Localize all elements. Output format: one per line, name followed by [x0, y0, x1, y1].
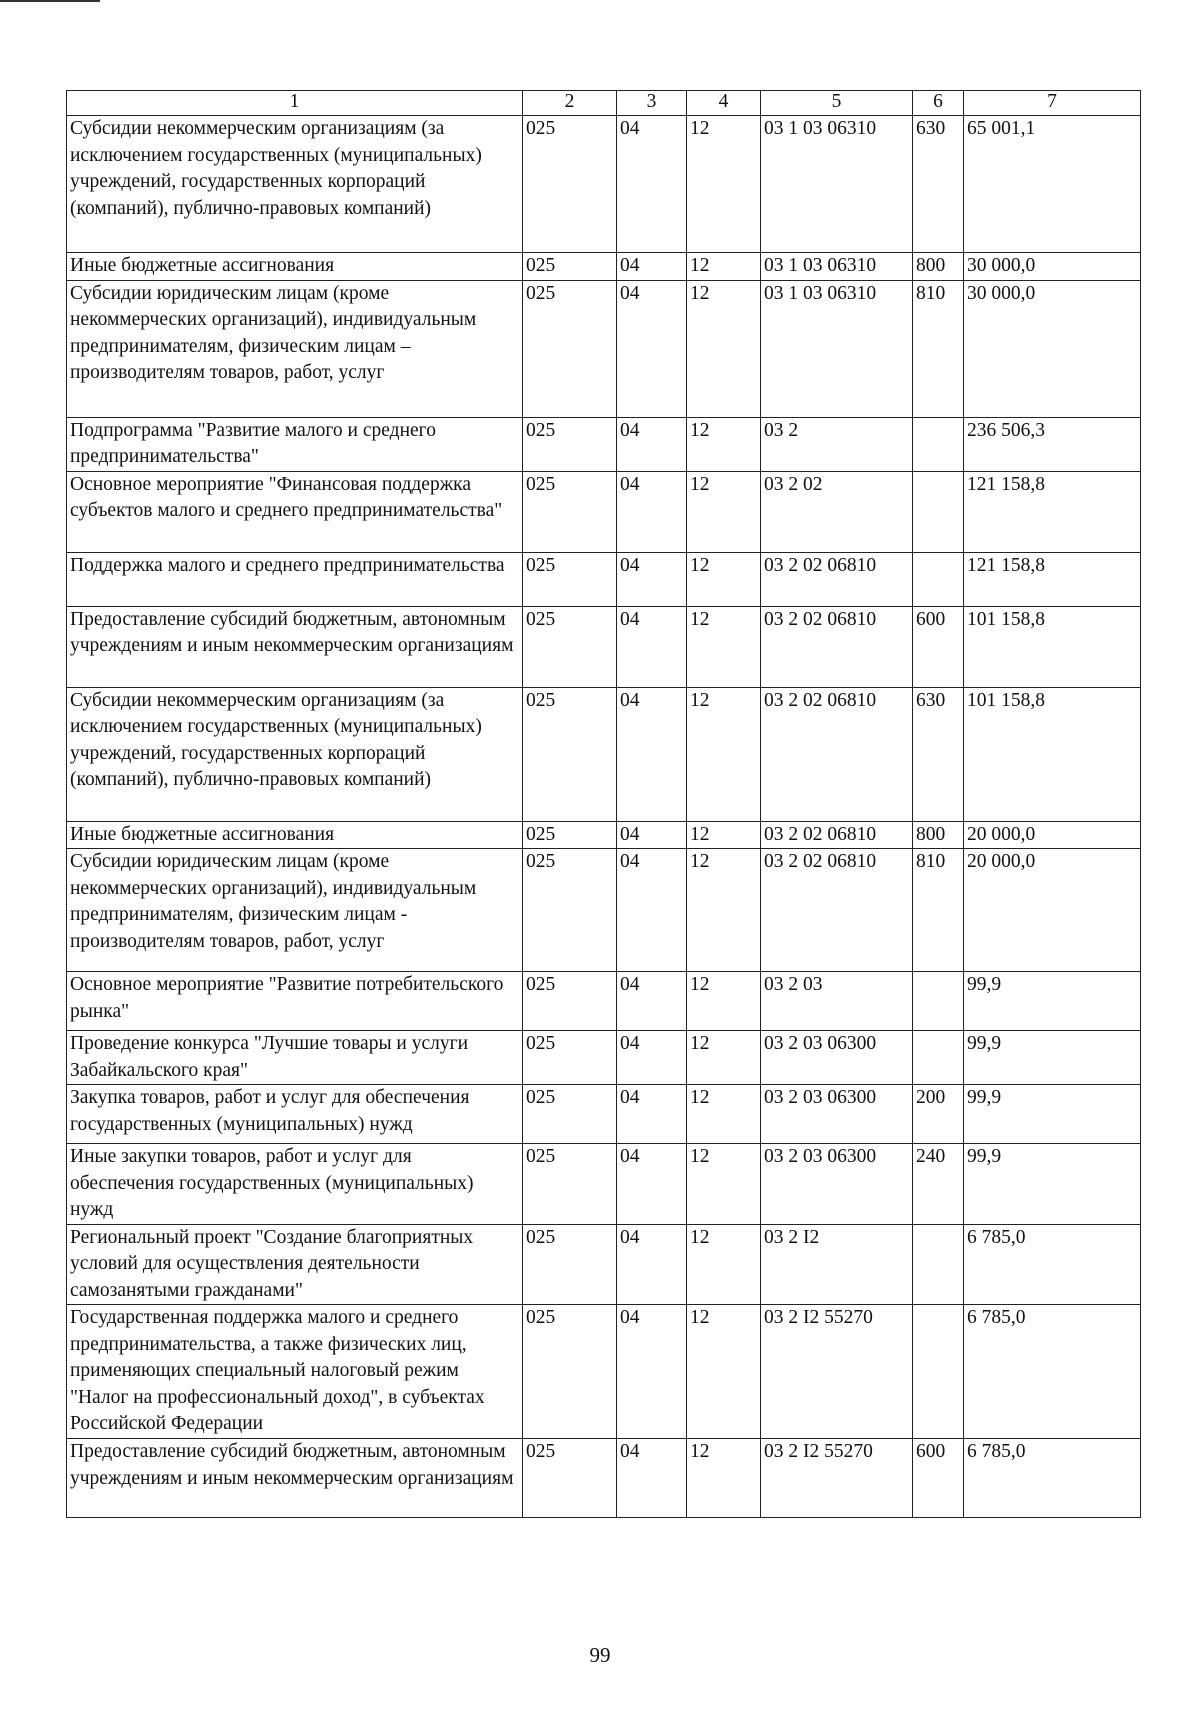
- row-code-4: 12: [687, 280, 761, 417]
- row-code-3: 04: [617, 552, 687, 606]
- row-description: Предоставление субсидий бюджетным, автономным учреждениям и иным некоммерческим организациям: [67, 1439, 523, 1518]
- row-code-5: 03 2 02 06810: [761, 821, 913, 849]
- row-amount: 6 785,0: [964, 1305, 1141, 1439]
- row-code-2: 025: [523, 471, 617, 552]
- row-description: Субсидии юридическим лицам (кроме некоммерческих организаций), индивидуальным предпринимателям, физическим лицам - производителям товаров, работ, услуг: [67, 849, 523, 972]
- row-code-5: 03 2 03 06300: [761, 1031, 913, 1085]
- header-col-1: 1: [67, 91, 523, 116]
- row-code-4: 12: [687, 1224, 761, 1305]
- row-code-5: 03 2 I2: [761, 1224, 913, 1305]
- row-code-3: 04: [617, 253, 687, 281]
- row-code-2: 025: [523, 1224, 617, 1305]
- row-amount: 99,9: [964, 1031, 1141, 1085]
- row-code-3: 04: [617, 1305, 687, 1439]
- row-description: Субсидии некоммерческим организациям (за исключением государственных (муниципальных) учреждений, государственных корпораций (компаний), публично-правовых компаний): [67, 687, 523, 821]
- table-row: [67, 1031, 1141, 1085]
- row-code-5: 03 2 I2 55270: [761, 1439, 913, 1518]
- row-code-6: [913, 1224, 964, 1305]
- row-description: Субсидии некоммерческим организациям (за исключением государственных (муниципальных) учреждений, государственных корпораций (компаний), публично-правовых компаний): [67, 116, 523, 253]
- row-code-4: 12: [687, 116, 761, 253]
- row-description: Основное мероприятие "Финансовая поддержка субъектов малого и среднего предпринимательства": [67, 471, 523, 552]
- scan-artifact-line: [0, 0, 100, 2]
- page-number: 99: [589, 1643, 611, 1667]
- table-row: [67, 972, 1141, 1031]
- row-amount: 30 000,0: [964, 253, 1141, 281]
- table-row: [67, 1085, 1141, 1144]
- row-description: Основное мероприятие "Развитие потребительского рынка": [67, 972, 523, 1031]
- row-code-2: 025: [523, 280, 617, 417]
- row-code-5: 03 2 I2 55270: [761, 1305, 913, 1439]
- row-code-5: 03 2 02 06810: [761, 552, 913, 606]
- row-code-6: [913, 1031, 964, 1085]
- row-code-2: 025: [523, 606, 617, 687]
- row-amount: 65 001,1: [964, 116, 1141, 253]
- table-row: [67, 552, 1141, 606]
- row-code-2: 025: [523, 821, 617, 849]
- table-row: [67, 1144, 1141, 1225]
- row-code-2: 025: [523, 417, 617, 471]
- row-code-6: 810: [913, 280, 964, 417]
- row-code-6: 800: [913, 821, 964, 849]
- row-code-3: 04: [617, 972, 687, 1031]
- row-description: Иные закупки товаров, работ и услуг для обеспечения государственных (муниципальных) нужд: [67, 1144, 523, 1225]
- row-code-3: 04: [617, 1031, 687, 1085]
- row-description: Региональный проект "Создание благоприятных условий для осуществления деятельности самозанятыми гражданами": [67, 1224, 523, 1305]
- row-code-5: 03 2 02 06810: [761, 687, 913, 821]
- table-row: [67, 471, 1141, 552]
- row-description: Проведение конкурса "Лучшие товары и услуги Забайкальского края": [67, 1031, 523, 1085]
- row-code-2: 025: [523, 1144, 617, 1225]
- table-row: [67, 1305, 1141, 1439]
- row-amount: 20 000,0: [964, 821, 1141, 849]
- row-amount: 99,9: [964, 972, 1141, 1031]
- row-code-6: 630: [913, 116, 964, 253]
- row-code-3: 04: [617, 1144, 687, 1225]
- row-code-4: 12: [687, 1439, 761, 1518]
- row-code-4: 12: [687, 606, 761, 687]
- row-amount: 236 506,3: [964, 417, 1141, 471]
- header-col-2: 2: [523, 91, 617, 116]
- row-code-3: 04: [617, 687, 687, 821]
- row-code-4: 12: [687, 972, 761, 1031]
- table-row: [67, 821, 1141, 849]
- row-code-5: 03 2: [761, 417, 913, 471]
- table-row: [67, 116, 1141, 253]
- row-code-4: 12: [687, 552, 761, 606]
- row-description: Закупка товаров, работ и услуг для обеспечения государственных (муниципальных) нужд: [67, 1085, 523, 1144]
- row-description: Государственная поддержка малого и среднего предпринимательства, а также физических лиц, применяющих специальный налоговый режим "Налог на профессиональный доход", в субъектах Российской Федерации: [67, 1305, 523, 1439]
- table-row: [67, 253, 1141, 281]
- row-code-2: 025: [523, 116, 617, 253]
- row-amount: 99,9: [964, 1144, 1141, 1225]
- row-code-3: 04: [617, 849, 687, 972]
- row-code-2: 025: [523, 1305, 617, 1439]
- row-code-5: 03 2 03: [761, 972, 913, 1031]
- table-row: [67, 606, 1141, 687]
- row-code-5: 03 2 03 06300: [761, 1144, 913, 1225]
- row-code-5: 03 1 03 06310: [761, 280, 913, 417]
- row-description: Предоставление субсидий бюджетным, автономным учреждениям и иным некоммерческим организациям: [67, 606, 523, 687]
- row-code-4: 12: [687, 253, 761, 281]
- row-code-2: 025: [523, 1085, 617, 1144]
- row-code-6: [913, 552, 964, 606]
- row-amount: 30 000,0: [964, 280, 1141, 417]
- table-row: [67, 849, 1141, 972]
- row-code-6: [913, 471, 964, 552]
- header-col-3: 3: [617, 91, 687, 116]
- row-code-4: 12: [687, 471, 761, 552]
- row-code-2: 025: [523, 972, 617, 1031]
- table-row: [67, 417, 1141, 471]
- row-code-6: 810: [913, 849, 964, 972]
- row-description: Подпрограмма "Развитие малого и среднего предпринимательства": [67, 417, 523, 471]
- header-row: [67, 91, 1141, 116]
- row-code-2: 025: [523, 849, 617, 972]
- row-code-4: 12: [687, 1305, 761, 1439]
- table-row: [67, 1439, 1141, 1518]
- row-code-3: 04: [617, 116, 687, 253]
- row-code-3: 04: [617, 1439, 687, 1518]
- row-code-4: 12: [687, 849, 761, 972]
- row-code-6: [913, 972, 964, 1031]
- row-amount: 101 158,8: [964, 687, 1141, 821]
- row-code-5: 03 2 02 06810: [761, 849, 913, 972]
- budget-table: [66, 90, 1141, 1518]
- row-code-3: 04: [617, 821, 687, 849]
- row-code-6: 600: [913, 1439, 964, 1518]
- row-description: Субсидии юридическим лицам (кроме некоммерческих организаций), индивидуальным предпринимателям, физическим лицам – производителям товаров, работ, услуг: [67, 280, 523, 417]
- row-code-5: 03 1 03 06310: [761, 116, 913, 253]
- row-code-5: 03 2 02: [761, 471, 913, 552]
- table-row: [67, 687, 1141, 821]
- row-code-5: 03 2 03 06300: [761, 1085, 913, 1144]
- row-code-3: 04: [617, 417, 687, 471]
- row-code-3: 04: [617, 1085, 687, 1144]
- row-code-4: 12: [687, 1031, 761, 1085]
- row-code-2: 025: [523, 253, 617, 281]
- row-code-3: 04: [617, 471, 687, 552]
- table-row: [67, 1224, 1141, 1305]
- header-col-5: 5: [761, 91, 913, 116]
- header-col-6: 6: [913, 91, 964, 116]
- row-code-4: 12: [687, 821, 761, 849]
- row-code-4: 12: [687, 417, 761, 471]
- row-amount: 6 785,0: [964, 1224, 1141, 1305]
- row-code-6: 630: [913, 687, 964, 821]
- row-amount: 101 158,8: [964, 606, 1141, 687]
- row-description: Иные бюджетные ассигнования: [67, 253, 523, 281]
- row-description: Поддержка малого и среднего предпринимательства: [67, 552, 523, 606]
- row-amount: 20 000,0: [964, 849, 1141, 972]
- row-amount: 121 158,8: [964, 471, 1141, 552]
- row-code-3: 04: [617, 280, 687, 417]
- row-code-6: 200: [913, 1085, 964, 1144]
- header-col-7: 7: [964, 91, 1141, 116]
- row-code-2: 025: [523, 552, 617, 606]
- row-code-6: 800: [913, 253, 964, 281]
- row-code-5: 03 1 03 06310: [761, 253, 913, 281]
- row-code-6: [913, 1305, 964, 1439]
- header-col-4: 4: [687, 91, 761, 116]
- row-code-6: 600: [913, 606, 964, 687]
- row-code-5: 03 2 02 06810: [761, 606, 913, 687]
- table-row: [67, 280, 1141, 417]
- row-code-3: 04: [617, 606, 687, 687]
- row-code-4: 12: [687, 1085, 761, 1144]
- row-code-2: 025: [523, 687, 617, 821]
- row-code-6: 240: [913, 1144, 964, 1225]
- row-code-4: 12: [687, 687, 761, 821]
- row-code-2: 025: [523, 1031, 617, 1085]
- row-amount: 121 158,8: [964, 552, 1141, 606]
- row-amount: 99,9: [964, 1085, 1141, 1144]
- row-code-4: 12: [687, 1144, 761, 1225]
- row-code-6: [913, 417, 964, 471]
- row-code-3: 04: [617, 1224, 687, 1305]
- row-description: Иные бюджетные ассигнования: [67, 821, 523, 849]
- row-code-2: 025: [523, 1439, 617, 1518]
- row-amount: 6 785,0: [964, 1439, 1141, 1518]
